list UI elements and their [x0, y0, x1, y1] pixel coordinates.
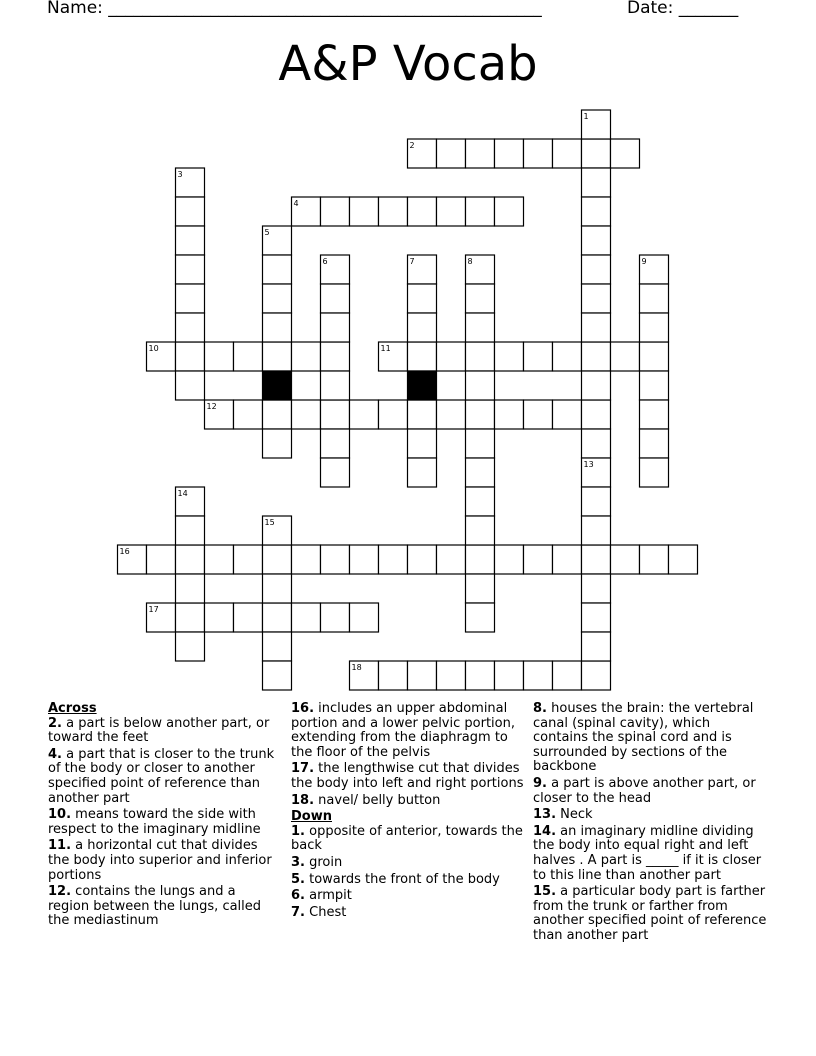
clue-across-11: 11. a horizontal cut that divides the body into superior and inferior portions: [48, 838, 272, 883]
clue-across-4: 4. a part that is closer to the trunk of the body or closer to another specified point of reference than another part: [48, 746, 275, 806]
grid-cell[interactable]: [350, 197, 379, 226]
grid-cell[interactable]: [292, 603, 321, 632]
grid-cell[interactable]: [350, 545, 379, 574]
grid-cell[interactable]: [640, 313, 669, 342]
grid-cell[interactable]: [408, 313, 437, 342]
grid-cell[interactable]: [437, 661, 466, 690]
grid-cell[interactable]: [553, 400, 582, 429]
grid-cell[interactable]: [553, 661, 582, 690]
clue-down-13: 13. Neck: [533, 807, 593, 823]
grid-cell[interactable]: [234, 603, 263, 632]
grid-cell[interactable]: [263, 284, 292, 313]
clue-column-3: [533, 702, 769, 946]
grid-cell[interactable]: [263, 545, 292, 574]
grid-cell[interactable]: [292, 545, 321, 574]
clue-down-5: 5. towards the front of the body: [291, 871, 500, 887]
grid-cell[interactable]: [176, 255, 205, 284]
grid-cell[interactable]: [611, 545, 640, 574]
clue-down-8: 8. houses the brain: the vertebral canal (spinal cavity), which contains the spinal cord and is surrounded by sections of the backbone: [533, 701, 754, 775]
grid-cell[interactable]: [408, 545, 437, 574]
grid-cell[interactable]: [321, 342, 350, 371]
grid-block: [263, 371, 292, 400]
grid-cell[interactable]: [524, 342, 553, 371]
grid-cell[interactable]: [582, 545, 611, 574]
grid-cell[interactable]: [495, 545, 524, 574]
grid-cell[interactable]: [466, 342, 495, 371]
grid-cell[interactable]: [176, 603, 205, 632]
grid-cell[interactable]: [292, 400, 321, 429]
grid-cell[interactable]: [466, 516, 495, 545]
clue-down-15: 15. a particular body part is farther from the trunk or farther from another specified point of reference than another part: [533, 884, 767, 943]
grid-cell[interactable]: [263, 429, 292, 458]
page-title: A&P Vocab: [278, 36, 538, 92]
grid-cell[interactable]: [582, 661, 611, 690]
clue-number: 8: [467, 257, 473, 266]
grid-cell[interactable]: [176, 313, 205, 342]
grid-cell[interactable]: [466, 284, 495, 313]
grid-cell[interactable]: [524, 661, 553, 690]
grid-cell[interactable]: [176, 226, 205, 255]
grid-cell[interactable]: [263, 342, 292, 371]
grid-cell[interactable]: [582, 603, 611, 632]
clue-across-12: 12. contains the lungs and a region between the lungs, called the mediastinum: [48, 884, 262, 929]
clue-number: 16: [119, 547, 130, 556]
grid-cell[interactable]: [379, 197, 408, 226]
grid-cell[interactable]: [640, 545, 669, 574]
clue-number: 1: [583, 112, 589, 121]
grid-cell[interactable]: [437, 197, 466, 226]
grid-cell[interactable]: [321, 400, 350, 429]
grid-cell[interactable]: [263, 661, 292, 690]
clue-number: 9: [641, 257, 647, 266]
grid-cell[interactable]: [408, 284, 437, 313]
clue-across-10: 10. means toward the side with respect to the imaginary midline: [48, 807, 261, 837]
grid-cell[interactable]: [408, 400, 437, 429]
clue-number: 13: [583, 460, 594, 469]
grid-cell[interactable]: [263, 632, 292, 661]
grid-cell[interactable]: [495, 139, 524, 168]
grid-cell[interactable]: [582, 226, 611, 255]
grid-cell[interactable]: [495, 342, 524, 371]
clue-across-2: 2. a part is below another part, or toward the feet: [48, 715, 270, 746]
across-heading: Across: [48, 701, 97, 716]
clue-number: 18: [351, 663, 362, 672]
clue-number: 12: [206, 402, 217, 411]
grid-cell[interactable]: [582, 371, 611, 400]
grid-cell[interactable]: [234, 400, 263, 429]
clue-number: 3: [177, 170, 183, 179]
grid-cell[interactable]: [524, 400, 553, 429]
name-field-label[interactable]: Name: ___________________________________________________: [47, 0, 542, 18]
clue-across-17: 17. the lengthwise cut that divides the body into left and right portions: [291, 761, 524, 791]
grid-cell[interactable]: [321, 371, 350, 400]
grid-cell[interactable]: [466, 429, 495, 458]
grid-cell[interactable]: [524, 139, 553, 168]
grid-cell[interactable]: [321, 429, 350, 458]
grid-cell[interactable]: [437, 400, 466, 429]
grid-cell[interactable]: [582, 197, 611, 226]
grid-cell[interactable]: [495, 400, 524, 429]
clue-number: 4: [293, 199, 299, 208]
grid-cell[interactable]: [553, 545, 582, 574]
grid-cell[interactable]: [582, 487, 611, 516]
grid-cell[interactable]: [408, 458, 437, 487]
grid-cell[interactable]: [147, 545, 176, 574]
grid-cell[interactable]: [466, 603, 495, 632]
grid-cell[interactable]: [582, 632, 611, 661]
grid-cell[interactable]: [234, 342, 263, 371]
grid-cell[interactable]: [321, 603, 350, 632]
clue-down-6: 6. armpit: [291, 888, 352, 904]
grid-cell[interactable]: [350, 400, 379, 429]
grid-cell[interactable]: [611, 342, 640, 371]
grid-cell[interactable]: [553, 342, 582, 371]
clue-number: 2: [409, 141, 415, 150]
clue-down-7: 7. Chest: [291, 904, 347, 920]
grid-cell[interactable]: [205, 545, 234, 574]
grid-cell[interactable]: [669, 545, 698, 574]
clue-down-14: 14. an imaginary midline dividing the body into equal right and left halves . A part is _____ if it is closer to this line than another part: [533, 823, 762, 883]
grid-cell[interactable]: [611, 139, 640, 168]
clue-across-16: 16. includes an upper abdominal portion and a lower pelvic portion, extending from the diaphragm to the floor of the pelvis: [291, 701, 515, 760]
grid-cell[interactable]: [466, 197, 495, 226]
clue-number: 11: [380, 344, 391, 353]
clue-number: 10: [148, 344, 159, 353]
grid-cell[interactable]: [466, 487, 495, 516]
grid-cell[interactable]: [408, 661, 437, 690]
grid-cell[interactable]: [321, 458, 350, 487]
grid-cell[interactable]: [234, 545, 263, 574]
clue-column-2: [291, 702, 525, 922]
grid-cell[interactable]: [640, 342, 669, 371]
grid-cell[interactable]: [292, 342, 321, 371]
grid-cell[interactable]: [350, 603, 379, 632]
grid-cell[interactable]: [176, 197, 205, 226]
grid-cell[interactable]: [466, 545, 495, 574]
grid-cell[interactable]: [176, 574, 205, 603]
grid-cell[interactable]: [640, 284, 669, 313]
grid-cell[interactable]: [176, 342, 205, 371]
clue-number: 6: [322, 257, 328, 266]
grid-cell[interactable]: [640, 458, 669, 487]
grid-cell[interactable]: [263, 603, 292, 632]
date-field-label[interactable]: Date: _______: [627, 0, 739, 18]
grid-cell[interactable]: [640, 371, 669, 400]
grid-cell[interactable]: [466, 313, 495, 342]
grid-cell[interactable]: [321, 197, 350, 226]
grid-cell[interactable]: [582, 342, 611, 371]
grid-cell[interactable]: [176, 371, 205, 400]
grid-cell[interactable]: [466, 661, 495, 690]
grid-cell[interactable]: [408, 429, 437, 458]
down-heading: Down: [291, 809, 332, 825]
grid-cell[interactable]: [582, 168, 611, 197]
grid-cell[interactable]: [205, 342, 234, 371]
grid-cell[interactable]: [379, 661, 408, 690]
grid-block: [408, 371, 437, 400]
grid-cell[interactable]: [495, 197, 524, 226]
grid-cell[interactable]: [582, 574, 611, 603]
grid-cell[interactable]: [263, 313, 292, 342]
grid-cell[interactable]: [582, 255, 611, 284]
grid-cell[interactable]: [205, 603, 234, 632]
grid-cell[interactable]: [553, 139, 582, 168]
grid-cell[interactable]: [263, 255, 292, 284]
clue-down-3: 3. groin: [291, 854, 343, 870]
grid-cell[interactable]: [321, 313, 350, 342]
grid-cell[interactable]: [176, 545, 205, 574]
grid-cell[interactable]: [466, 139, 495, 168]
grid-cell[interactable]: [321, 284, 350, 313]
grid-cell[interactable]: [640, 429, 669, 458]
grid-cell[interactable]: [176, 632, 205, 661]
grid-cell[interactable]: [437, 139, 466, 168]
grid-cell[interactable]: [379, 400, 408, 429]
clue-down-9: 9. a part is above another part, or closer to the head: [533, 775, 756, 806]
grid-cell[interactable]: [582, 284, 611, 313]
grid-cell[interactable]: [437, 342, 466, 371]
clue-number: 14: [177, 489, 188, 498]
grid-cell[interactable]: [466, 458, 495, 487]
grid-cell[interactable]: [466, 400, 495, 429]
grid-cell[interactable]: [495, 661, 524, 690]
grid-cell[interactable]: [176, 284, 205, 313]
grid-cell[interactable]: [437, 545, 466, 574]
grid-cell[interactable]: [176, 516, 205, 545]
grid-cell[interactable]: [263, 400, 292, 429]
grid-cell[interactable]: [379, 545, 408, 574]
grid-cell[interactable]: [263, 574, 292, 603]
clue-number: 7: [409, 257, 415, 266]
clue-down-1: 1. opposite of anterior, towards the back: [291, 823, 523, 854]
grid-cell[interactable]: [582, 516, 611, 545]
clue-number: 17: [148, 605, 159, 614]
grid-cell[interactable]: [640, 400, 669, 429]
grid-cell[interactable]: [582, 429, 611, 458]
clue-across-18: 18. navel/ belly button: [291, 792, 441, 808]
grid-cell[interactable]: [524, 545, 553, 574]
clue-number: 15: [264, 518, 275, 527]
grid-cell[interactable]: [582, 313, 611, 342]
clue-column-1: [48, 702, 280, 931]
grid-cell[interactable]: [582, 400, 611, 429]
grid-cell[interactable]: [466, 371, 495, 400]
clue-number: 5: [264, 228, 270, 237]
grid-cell[interactable]: [408, 197, 437, 226]
grid-cell[interactable]: [466, 574, 495, 603]
grid-cell[interactable]: [582, 139, 611, 168]
grid-cell[interactable]: [321, 545, 350, 574]
grid-cell[interactable]: [408, 342, 437, 371]
